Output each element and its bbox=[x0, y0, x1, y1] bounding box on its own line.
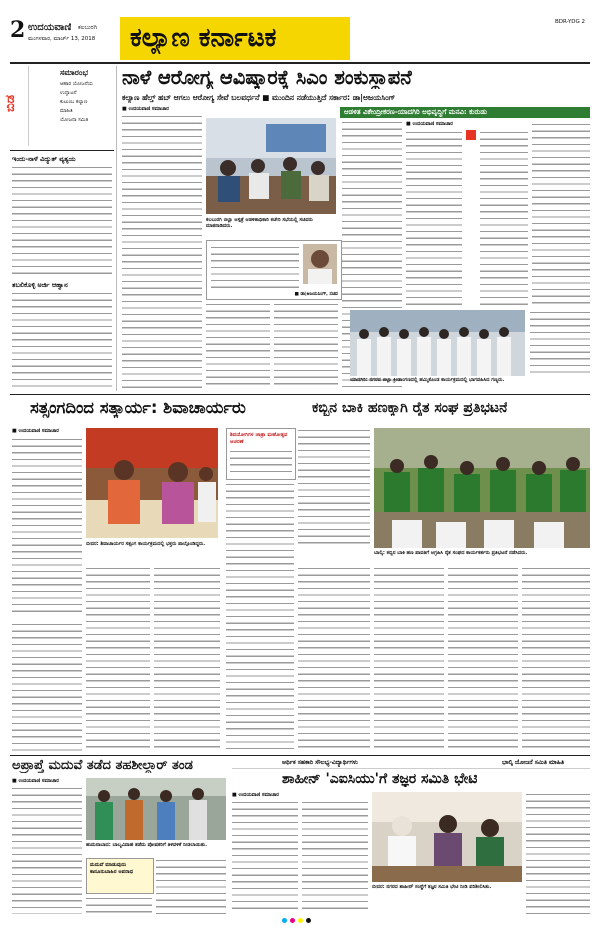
event-line: ಮಾಹಿತಿ bbox=[60, 108, 73, 114]
officials-photo bbox=[86, 778, 226, 840]
sidebar-story1-text bbox=[12, 165, 112, 277]
section-rule-2 bbox=[10, 755, 590, 756]
right-banner-text: ಆಡಳಿತ ವಿಕೇಂದ್ರೀಕರಣ-ಯಾದಗಿರಿ ಅಭಿವೃದ್ಧಿಗೆ ಮನವಿ: ಕುರುಡು bbox=[344, 108, 488, 116]
page-number: 2 bbox=[10, 17, 26, 43]
reg-mark-magenta bbox=[290, 918, 295, 923]
quote-text bbox=[211, 245, 299, 289]
right-text-col4 bbox=[530, 310, 590, 376]
right-story-banner bbox=[340, 107, 590, 118]
bottom-right-headline: ಶಾಹೀನ್ 'ಎಐಸಿಯು'ಗೆ ತಜ್ಞರ ಸಮಿತಿ ಭೇಟಿ bbox=[282, 771, 478, 787]
middle-photo-caption: ಬೀದರ: ಶಿವಾಚಾರ್ಯರ ಸತ್ಸಂಗ ಕಾರ್ಯಕ್ರಮದಲ್ಲಿ ಭಕ್ತರು ಪಾಲ್ಗೊಂಡಿದ್ದರು. bbox=[86, 541, 206, 547]
right-text-col3 bbox=[532, 122, 590, 305]
masthead-rule bbox=[10, 62, 590, 64]
farmers-headline: ಕಬ್ಬಿನ ಬಾಕಿ ಹಣಕ್ಕಾಗಿ ರೈತ ಸಂಘ ಪ್ರತಿಭಟನೆ bbox=[312, 400, 508, 416]
farmers-text-col1 bbox=[298, 428, 370, 548]
bottom-right-text-col3 bbox=[526, 792, 590, 914]
lead-quote-box bbox=[206, 240, 342, 300]
farmers-text-col2 bbox=[298, 566, 370, 752]
column-divider bbox=[116, 66, 117, 391]
kicker-right: ಭಾಲ್ಕಿ ಯೋಜನೆ ಸಮಿತಿ ಮಾಹಿತಿ bbox=[502, 759, 565, 766]
group-photo bbox=[350, 310, 525, 376]
ceremony-photo bbox=[86, 428, 218, 538]
bottom-right-photo bbox=[372, 792, 522, 882]
lead-byline: ■ ಉದಯವಾಣಿ ಸಮಾಚಾರ bbox=[122, 106, 169, 112]
sidebar-story2-headline: ತಬಲಿಕೊಳ್ಳಿ ಅರ್ಜಿ ಆಹ್ವಾನ bbox=[12, 281, 68, 289]
event-line: ಯೋಜನಾ ಸಮಿತಿ bbox=[60, 117, 89, 123]
right-group-photo bbox=[350, 310, 525, 376]
lead-photo bbox=[206, 118, 336, 214]
farmers-photo bbox=[374, 428, 590, 548]
bottom-left-text-col2 bbox=[156, 858, 226, 914]
lead-headline: ನಾಳೆ ಆರೋಗ್ಯ ಆವಿಷ್ಕಾರಕ್ಕೆ ಸಿಎಂ ಶಂಕುಸ್ಥಾಪನೆ bbox=[122, 66, 412, 89]
middle-byline: ■ ಉದಯವಾಣಿ ಸಮಾಚಾರ bbox=[12, 428, 59, 434]
bottom-right-text-col1 bbox=[232, 800, 298, 914]
bottom-left-text-col1 bbox=[12, 786, 82, 914]
bottom-left-byline: ■ ಉದಯವಾಣಿ ಸಮಾಚಾರ bbox=[12, 778, 59, 784]
bottom-left-box bbox=[86, 858, 154, 894]
lead-subheadline: ಕಲ್ಯಾಣ ಹೆಲ್ತ್ ಹಬ್ ಆಗಲು ಆರೋಗ್ಯ ಸೇವೆ ಬಲವರ್ಧನೆ ■ ಮುಂದಿನ ನಡೆಯುತ್ತಿದೆ ಸರ್ಕಾರ: ಡಾ|ಅಜಯಸಿಂಗ್ bbox=[122, 93, 396, 102]
sidebar-rule bbox=[10, 150, 114, 151]
bottom-left-headline: ಅಪ್ರಾಪ್ತೆ ಮದುವೆ ತಡೆದ ತಹಶೀಲ್ದಾರ್ ತಂಡ bbox=[12, 758, 193, 773]
boxed-story-text bbox=[230, 449, 292, 475]
bottom-left-box-text: ಮದುವೆ ಮಾಡುವುದು ಕಾನೂನುಬಾಹಿರ ಅಪರಾಧ bbox=[90, 862, 134, 875]
farmers-text-col3 bbox=[374, 566, 444, 752]
sidebar-brand-strip bbox=[3, 66, 29, 146]
lead-photo-caption: ಕಲಬುರಗಿ ಜಿಲ್ಲಾ ಆಸ್ಪತ್ರೆ ಆಡಳಿತಾಧಿಕಾರಿ ಕಚೇರಿ ಸಭೆಯಲ್ಲಿ ಸಚಿವರು ಮಾತನಾಡಿದರು. bbox=[206, 217, 313, 229]
sidebar-story1-headline: ಇಂದು-ನಾಳೆ ವಿದ್ಯುತ್ ವ್ಯತ್ಯಯ bbox=[12, 155, 76, 163]
reg-mark-yellow bbox=[298, 918, 303, 923]
middle-headline: ಸತ್ಸಂಗದಿಂದ ಸತ್ಕಾರ್ಯ: ಶಿವಾಚಾರ್ಯರು bbox=[30, 398, 246, 417]
meeting-photo bbox=[206, 118, 336, 214]
middle-text-col1b bbox=[12, 622, 82, 752]
middle-text-col3 bbox=[154, 566, 220, 751]
middle-text-col2 bbox=[86, 566, 150, 751]
right-story-inset bbox=[466, 130, 476, 140]
right-text-col2 bbox=[480, 130, 528, 305]
sidebar-story2-text bbox=[12, 291, 112, 391]
middle-photo bbox=[86, 428, 218, 538]
edition-code: BDR-YDG 2 bbox=[555, 19, 586, 25]
right-text-col1 bbox=[406, 130, 462, 305]
middle-boxed-story bbox=[226, 428, 296, 480]
sidebar-brand-vertical: ಬಿಡ bbox=[3, 94, 19, 113]
right-photo-caption: ಯಾದಗಿರಿ: ನಗರದ ಜಿಲ್ಲಾ ಕ್ರೀಡಾಂಗಣದಲ್ಲಿ ಹಮ್ಮಿಕೊಂಡ ಕಾರ್ಯಕ್ರಮದಲ್ಲಿ ಭಾಗವಹಿಸಿದ ಗಣ್ಯರು. bbox=[350, 377, 505, 383]
boxed-story-head: ಶಿವಯೋಗಿಗಳ ಜಾತ್ರಾ ಮಹೋತ್ಸವ ಆಚರಣೆ bbox=[230, 432, 288, 445]
issue-date: ಮಂಗಳವಾರ, ಮಾರ್ಚ್ 13, 2018 bbox=[28, 36, 96, 42]
section-banner bbox=[120, 17, 350, 60]
bottom-right-byline: ■ ಉದಯವಾಣಿ ಸಮಾಚಾರ bbox=[232, 792, 279, 798]
registration-marks bbox=[282, 918, 311, 923]
middle-text-col4 bbox=[226, 482, 294, 752]
person-portrait bbox=[303, 244, 337, 284]
right-byline: ■ ಉದಯವಾಣಿ ಸಮಾಚಾರ bbox=[406, 121, 453, 127]
lead-text-col2 bbox=[206, 302, 270, 390]
bottom-kicker-bar bbox=[232, 758, 590, 769]
event-line: ಉದ್ಘಾಟನೆ bbox=[60, 90, 77, 96]
kicker-left: ಆರ್ಥಿಕ ಸಹಕಾರಿ ಸೌಲಭ್ಯ-ವಿದ್ಯಾರ್ಥಿಗಳು bbox=[282, 759, 358, 766]
farmers-text-col5 bbox=[522, 566, 590, 752]
middle-text-col1 bbox=[12, 437, 82, 617]
sidebar-event-list bbox=[60, 80, 112, 125]
paper-name: ಉದಯವಾಣಿ bbox=[28, 22, 72, 33]
farmers-photo-caption: ಬಾಲ್ಕಿ: ಕಬ್ಬಿನ ಬಾಕಿ ಹಣ ಪಾವತಿಗೆ ಆಗ್ರಹಿಸಿ ರೈತ ಸಂಘದ ಕಾರ್ಯಕರ್ತರು ಪ್ರತಿಭಟನೆ ನಡೆಸಿದರು. bbox=[374, 550, 528, 556]
sidebar-event-title: ಸಮಾರಂಭ bbox=[60, 68, 88, 77]
visit-photo bbox=[372, 792, 522, 882]
portrait-photo bbox=[303, 244, 337, 284]
farmers-text-col4 bbox=[448, 566, 518, 752]
lead-text-col1 bbox=[122, 114, 202, 390]
section-title: ಕಲ್ಯಾಣ ಕರ್ನಾಟಕ bbox=[130, 23, 277, 53]
bottom-left-photo-caption: ಹುಮನಾಬಾದ: ಬಾಲ್ಯವಿವಾಹ ತಡೆದು ಪೋಷಕರಿಗೆ ತಿಳಿವಳಿಕೆ ನೀಡಲಾಯಿತು. bbox=[86, 842, 208, 848]
edition-name: ಕಲಬುರಗಿ bbox=[78, 24, 98, 31]
event-line: ಆಹಾರ ಯೋಜನೆಯ bbox=[60, 81, 93, 87]
bottom-left-text-col3 bbox=[86, 896, 152, 914]
quote-attribution: ■ ಡಾ|ಅಜಯಸಿಂಗ್, ಸಚಿವ bbox=[294, 292, 338, 297]
protest-photo bbox=[374, 428, 590, 548]
event-line: ಕುಟುಂಬ ಕಲ್ಯಾಣ bbox=[60, 99, 88, 105]
bottom-left-photo bbox=[86, 778, 226, 840]
reg-mark-black bbox=[306, 918, 311, 923]
reg-mark-cyan bbox=[282, 918, 287, 923]
lead-text-col3 bbox=[274, 302, 338, 390]
section-rule-1 bbox=[10, 394, 590, 395]
bottom-right-photo-caption: ಬೀದರ: ನಗರದ ಶಾಹೀನ್ ಸಂಸ್ಥೆಗೆ ತಜ್ಞರ ಸಮಿತಿ ಭೇಟಿ ನೀಡಿ ಪರಿಶೀಲಿಸಿತು. bbox=[372, 884, 492, 890]
bottom-right-text-col2 bbox=[302, 800, 368, 914]
